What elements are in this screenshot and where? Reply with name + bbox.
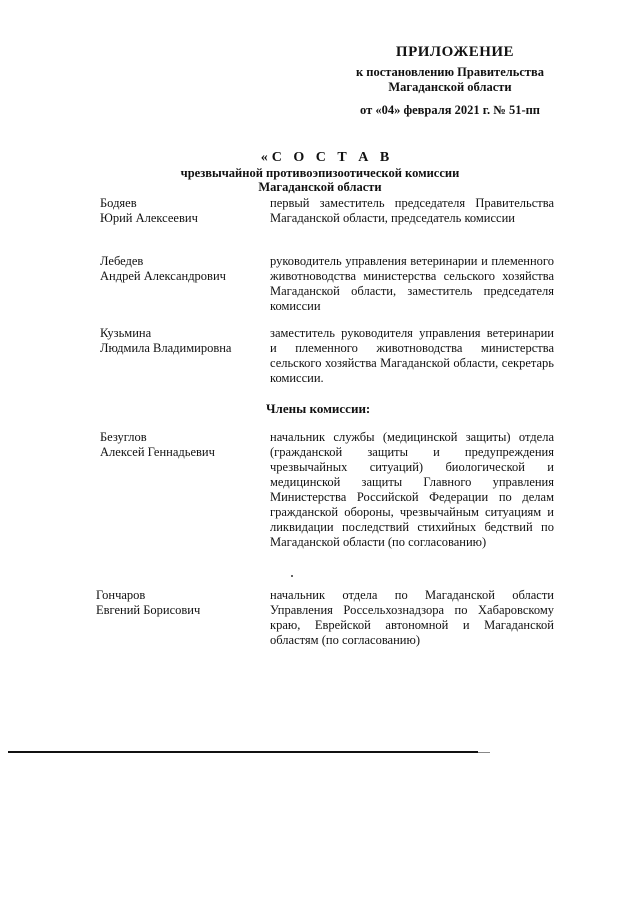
list-item [96, 588, 556, 648]
member-surname: Гончаров [96, 588, 146, 602]
list-item [100, 254, 560, 314]
list-item [100, 196, 560, 226]
list-item [100, 326, 560, 386]
member-name [96, 588, 270, 648]
document-title-block [0, 150, 640, 194]
member-surname: Кузьмина [100, 326, 152, 340]
member-surname: Лебедев [100, 254, 144, 268]
appendix-date: от «04» февраля 2021 г. № 51-пп [359, 103, 541, 117]
member-name [100, 254, 270, 314]
document-subtitle-line-1: чрезвычайной противоэпизоотической комиссии [180, 166, 460, 180]
document-subtitle-line-2: Магаданской области [258, 180, 382, 194]
member-role: заместитель руководителя управления ветеринарии и племенного животноводства министерства сельского хозяйства Магаданской области, секретарь комиссии. [270, 326, 554, 385]
member-role: первый заместитель председателя Правительства Магаданской области, председатель комиссии [270, 196, 554, 225]
appendix-line-2: Магаданской области [388, 80, 512, 94]
members-heading: Члены комиссии: [266, 401, 371, 416]
member-given-name: Алексей Геннадьевич [100, 445, 215, 459]
list-item [100, 430, 560, 550]
bottom-divider-tail [478, 752, 490, 753]
member-given-name: Евгений Борисович [96, 603, 201, 617]
stray-dot [291, 575, 293, 577]
member-given-name: Юрий Алексеевич [100, 211, 198, 225]
member-name [100, 196, 270, 226]
document-title: «С О С Т А В [260, 150, 394, 165]
member-surname: Бодяев [100, 196, 137, 210]
member-surname: Безуглов [100, 430, 147, 444]
bottom-divider [8, 751, 478, 753]
member-name [100, 430, 270, 550]
member-role: руководитель управления ветеринарии и племенного животноводства министерства сельского хозяйства Магаданской области, заместитель председателя комиссии [270, 254, 554, 313]
member-given-name: Андрей Александрович [100, 269, 226, 283]
member-role: начальник отдела по Магаданской области Управления Россельхознадзора по Хабаровскому краю, Еврейской автономной и Магаданской областям (по согласованию) [270, 588, 554, 647]
member-given-name: Людмила Владимировна [100, 341, 232, 355]
member-name [100, 326, 270, 386]
appendix-header [300, 44, 600, 118]
appendix-title: ПРИЛОЖЕНИЕ [395, 44, 515, 60]
appendix-line-1: к постановлению Правительства [355, 65, 545, 79]
member-role: начальник службы (медицинской защиты) отдела (гражданской защиты и предупреждения чрезвычайных ситуаций) биологической и медицинской защиты Главного управления Министерства Российской Федерации по делам гражданской обороны, чрезвычайным ситуациям и ликвидации последствий стихийных бедствий по Магаданской области (по согласованию) [270, 430, 554, 549]
